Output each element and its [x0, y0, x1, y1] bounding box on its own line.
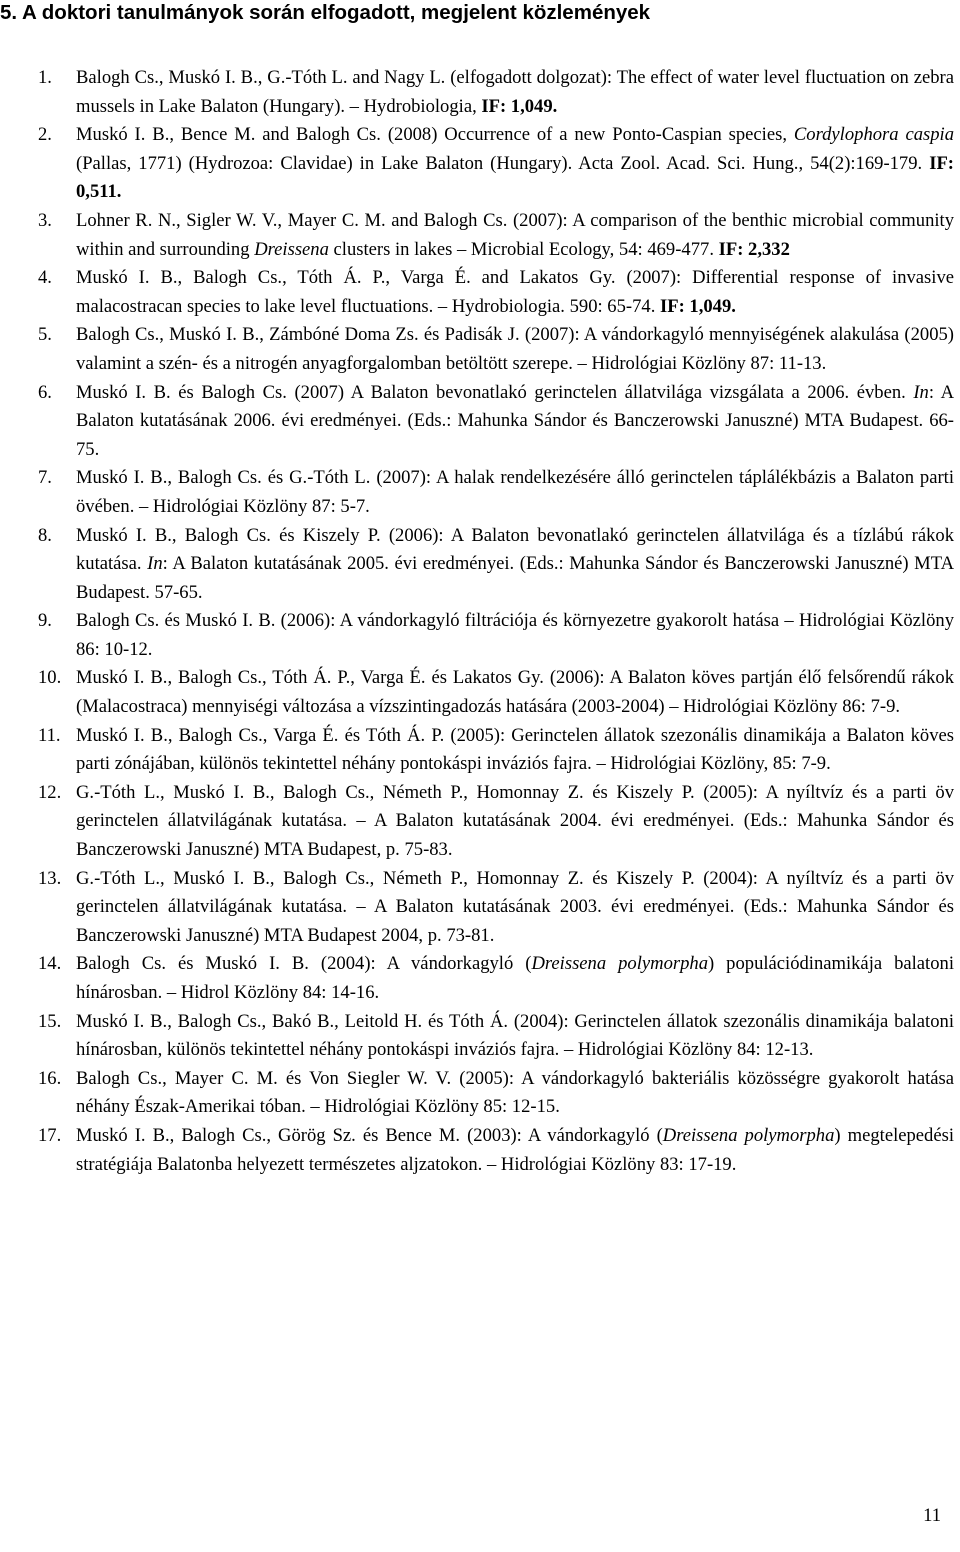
citation-text: clusters in lakes – Microbial Ecology, 54: 469-477.	[328, 238, 719, 260]
italic-text: Cordylophora caspia	[793, 124, 955, 146]
citation-text: Balogh Cs., Muskó I. B., Zámbóné Doma Zs. és Padisák J. (2007): A vándorkagyló mennyiségének alakulása (2005) valamint a szén- és a nitrogén anyagforgalomban betöltött szerepe. – Hidrológiai Közlöny 87: 11-13.	[76, 324, 954, 374]
publication-entry	[0, 1065, 960, 1122]
entry-number: 15.	[38, 1010, 62, 1032]
citation-text: Muskó I. B., Bence M. and Balogh Cs. (2008) Occurrence of a new Ponto-Caspian species,	[76, 124, 794, 146]
impact-factor: IF: 1,049.	[481, 95, 558, 117]
entry-number: 1.	[38, 67, 52, 88]
citation-text: Muskó I. B., Balogh Cs., Tóth Á. P., Varga É. és Lakatos Gy. (2006): A Balaton köves partján élő felsőrendű rákok (Malacostraca) mennyiségi változása a vízszintingadozás hatására (2003-2004) – Hidrológiai Közlöny 86: 7-9.	[76, 667, 954, 718]
italic-text: Dreissena polymorpha	[662, 1124, 835, 1146]
entry-number: 10.	[38, 667, 62, 689]
publication-entry	[0, 1008, 960, 1065]
citation-text: G.-Tóth L., Muskó I. B., Balogh Cs., Németh P., Homonnay Z. és Kiszely P. (2004): A nyíltvíz és a parti öv gerinctelen állatvilágának kutatása. – A Balaton kutatásának 2003. évi eredményei. (Eds.: Mahunka Sándor és Banczerowski Januszné) MTA Budapest 2004, p. 73-81.	[76, 867, 954, 946]
entry-number: 13.	[38, 867, 62, 889]
citation-text: Muskó I. B., Balogh Cs., Varga É. és Tóth Á. P. (2005): Gerinctelen állatok szezonális dinamikája a Balaton köves parti zónájában, különös tekintettel néhány pontokáspi inváziós fajra. – Hidrológiai Közlöny, 85: 7-9.	[76, 724, 954, 775]
publication-entry	[0, 64, 960, 121]
citation-text: Muskó I. B., Balogh Cs., Bakó B., Leitold H. és Tóth Á. (2004): Gerinctelen állatok szezonális dinamikája balatoni hínárosban, különös tekintettel néhány pontokáspi inváziós fajra. – Hidrológiai Közlöny 84: 12-13.	[76, 1010, 954, 1061]
entry-number: 17.	[38, 1124, 62, 1146]
entry-number: 8.	[38, 524, 52, 546]
publication-entry	[0, 607, 960, 664]
publication-list	[0, 64, 960, 1179]
entry-number: 9.	[38, 610, 52, 632]
citation-text: Balogh Cs., Muskó I. B., G.-Tóth L. and Nagy L. (elfogadott dolgozat): The effect of water level fluctuation on zebra mussels in Lake Balaton (Hungary). – Hydrobiologia,	[76, 67, 954, 117]
publication-entry	[0, 379, 960, 465]
entry-number: 2.	[38, 124, 52, 146]
citation-text: Balogh Cs. és Muskó I. B. (2004): A vándorkagyló (	[76, 953, 532, 975]
entry-number: 12.	[38, 781, 62, 803]
publication-entry	[0, 865, 960, 951]
citation-text: Muskó I. B., Balogh Cs. és Kiszely P. (2006): A Balaton bevonatlakó gerinctelen állatvilága és a tízlábú rákok kutatása.	[76, 524, 954, 575]
citation-text: Lohner R. N., Sigler W. V., Mayer C. M. and Balogh Cs. (2007): A comparison of the benthic microbial community within and surrounding	[76, 209, 954, 260]
impact-factor: IF: 1,049.	[660, 295, 736, 317]
section-heading: 5. A doktori tanulmányok során elfogadott, megjelent közlemények	[0, 1, 651, 24]
publication-entry	[0, 207, 960, 264]
citation-text: G.-Tóth L., Muskó I. B., Balogh Cs., Németh P., Homonnay Z. és Kiszely P. (2005): A nyíltvíz és a parti öv gerinctelen állatvilágának kutatása. – A Balaton kutatásának 2004. évi eredményei. (Eds.: Mahunka Sándor és Banczerowski Januszné) MTA Budapest, p. 75-83.	[76, 781, 954, 861]
entry-number: 16.	[38, 1067, 62, 1089]
italic-text: In	[913, 381, 929, 403]
publication-entry	[0, 464, 960, 521]
citation-text: Muskó I. B., Balogh Cs., Görög Sz. és Bence M. (2003): A vándorkagyló (	[76, 1124, 663, 1146]
publication-entry	[0, 121, 960, 207]
entry-number: 6.	[38, 381, 52, 403]
citation-text: (Pallas, 1771) (Hydrozoa: Clavidae) in Lake Balaton (Hungary). Acta Zool. Acad. Sci. Hung., 54(2):169-179.	[76, 152, 930, 174]
impact-factor: IF: 0,511.	[76, 152, 954, 203]
citation-text: : A Balaton kutatásának 2006. évi eredményei. (Eds.: Mahunka Sándor és Banczerowski Januszné) MTA Budapest. 66-75.	[76, 381, 955, 460]
italic-text: Dreissena	[254, 238, 329, 260]
publication-entry	[0, 664, 960, 721]
citation-text: Balogh Cs., Mayer C. M. és Von Siegler W. V. (2005): A vándorkagyló bakteriális közösségre gyakorolt hatása néhány Észak-Amerikai tóban. – Hidrológiai Közlöny 85: 12-15.	[76, 1067, 954, 1118]
publication-entry	[0, 950, 960, 1007]
entry-number: 4.	[38, 267, 52, 289]
citation-text: Balogh Cs. és Muskó I. B. (2006): A vándorkagyló filtrációja és környezetre gyakorolt hatása – Hidrológiai Közlöny 86: 10-12.	[76, 610, 954, 660]
impact-factor: IF: 2,332	[718, 238, 790, 260]
publication-entry	[0, 522, 960, 608]
publication-entry	[0, 779, 960, 865]
citation-text: Muskó I. B. és Balogh Cs. (2007) A Balaton bevonatlakó gerinctelen állatvilága vizsgálata a 2006. évben.	[76, 381, 914, 403]
publication-entry	[0, 321, 960, 378]
publication-entry	[0, 264, 960, 321]
page-number: 11	[923, 1505, 941, 1526]
citation-text: : A Balaton kutatásának 2005. évi eredményei. (Eds.: Mahunka Sándor és Banczerowski Januszné) MTA Budapest. 57-65.	[76, 553, 955, 603]
publication-entry	[0, 1122, 960, 1179]
citation-text: ) megtelepedési stratégiája Balatonba helyezett természetes aljzatokon. – Hidrológiai Közlöny 83: 17-19.	[76, 1124, 954, 1175]
entry-number: 7.	[38, 467, 52, 489]
entry-number: 3.	[38, 209, 52, 231]
italic-text: Dreissena polymorpha	[531, 953, 708, 975]
citation-text: ) populációdinamikája balatoni hínárosban. – Hidrol Közlöny 84: 14-16.	[76, 953, 954, 1003]
citation-text: Muskó I. B., Balogh Cs. és G.-Tóth L. (2007): A halak rendelkezésére álló gerinctelen táplálékbázis a Balaton parti övében. – Hidrológiai Közlöny 87: 5-7.	[76, 467, 954, 517]
publication-entry	[0, 722, 960, 779]
entry-number: 5.	[38, 324, 52, 346]
italic-text: In	[147, 553, 163, 575]
entry-number: 14.	[38, 953, 62, 975]
entry-number: 11.	[38, 724, 61, 746]
citation-text: Muskó I. B., Balogh Cs., Tóth Á. P., Varga É. and Lakatos Gy. (2007): Differential response of invasive malacostracan species to lake level fluctuations. – Hydrobiologia. 590: 65-74.	[76, 267, 954, 317]
